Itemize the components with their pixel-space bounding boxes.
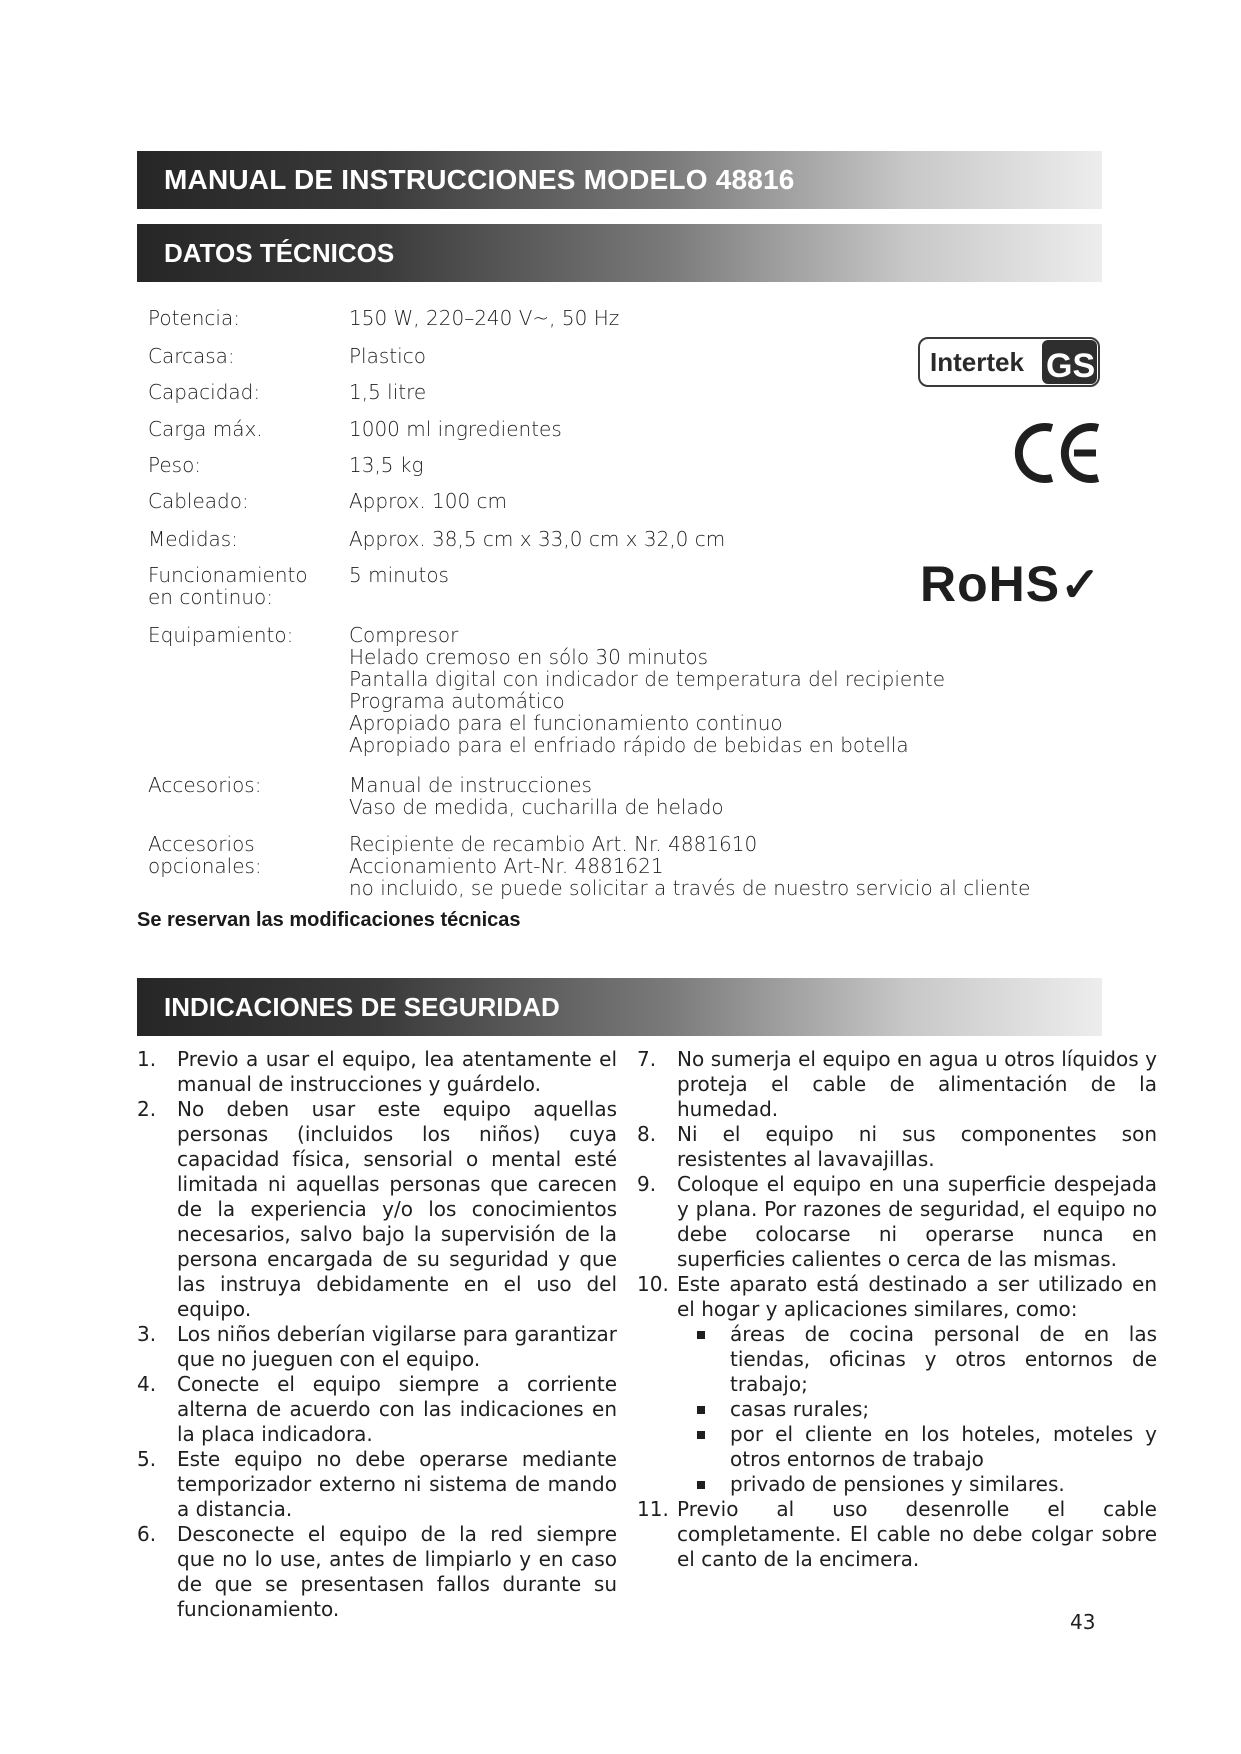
safety-heading: INDICACIONES DE SEGURIDAD: [137, 978, 1102, 1036]
list-item: 11. Previo al uso desenrolle el cable completamente. El cable no debe colgar sobre el canto de la encimera.: [637, 1497, 1157, 1571]
bullet-item: casas rurales;: [637, 1397, 1157, 1422]
spec-value: Compresor Helado cremoso en sólo 30 minutos Pantalla digital con indicador de temperatura del recipiente Programa automático Apropiado para el funcionamiento continuo Apropiado para el enfriado rápido de bebidas en botella: [349, 623, 946, 757]
spec-value: Recipiente de recambio Art. Nr. 4881610 Accionamiento Art-Nr. 4881621 no incluido, se puede solicitar a través de nuestro servicio al cliente: [349, 832, 1031, 900]
gs-text: GS: [1046, 347, 1096, 385]
intertek-gs-logo: [918, 333, 1102, 391]
spec-value: Approx. 100 cm: [349, 489, 508, 513]
spec-label: Cableado:: [148, 489, 249, 513]
spec-value: 150 W, 220–240 V~, 50 Hz: [349, 306, 620, 330]
list-item: 7. No sumerja el equipo en agua u otros líquidos y proteja el cable de alimentación de la humedad.: [637, 1047, 1157, 1121]
spec-value: 1000 ml ingredientes: [349, 417, 562, 441]
list-item: 6. Desconecte el equipo de la red siempre que no lo use, antes de limpiarlo y en caso de que se presentasen fallos durante su funcionamiento.: [137, 1522, 617, 1621]
spec-value: Plastico: [349, 344, 426, 368]
spec-label: Equipamiento:: [148, 623, 294, 647]
specs-heading: DATOS TÉCNICOS: [137, 224, 1102, 282]
bullet-item: áreas de cocina personal de en las tiendas, oficinas y otros entornos de trabajo;: [637, 1322, 1157, 1397]
spec-value: 13,5 kg: [349, 453, 424, 477]
spec-label: Carcasa:: [148, 344, 235, 368]
intertek-text: Intertek: [930, 347, 1024, 377]
page-number: 43: [1070, 1610, 1096, 1634]
spec-label: Carga máx.: [148, 417, 263, 441]
reserve-note: Se reservan las modificaciones técnicas: [137, 909, 521, 931]
bullet-icon: [697, 1331, 705, 1339]
bullet-icon: [697, 1481, 705, 1489]
spec-label: Medidas:: [148, 527, 238, 551]
safety-list-left: [137, 1047, 617, 1622]
rohs-logo: [920, 554, 1101, 616]
spec-label: Capacidad:: [148, 380, 261, 404]
list-item: 5. Este equipo no debe operarse mediante temporizador externo ni sistema de mando a distancia.: [137, 1447, 617, 1521]
manual-title: MANUAL DE INSTRUCCIONES MODELO 48816: [137, 151, 1102, 209]
bullet-icon: [697, 1406, 705, 1414]
list-item: 10. Este aparato está destinado a ser utilizado en el hogar y aplicaciones similares, como:: [637, 1272, 1157, 1321]
spec-value: 1,5 litre: [349, 380, 427, 404]
list-item: 4. Conecte el equipo siempre a corriente alterna de acuerdo con las indicaciones en la placa indicadora.: [137, 1372, 617, 1446]
spec-label: Potencia:: [148, 306, 240, 330]
spec-label: Accesorios opcionales:: [148, 832, 262, 878]
ce-mark: [1012, 420, 1104, 486]
safety-list-right: [637, 1047, 1157, 1572]
rohs-text: RoHS: [920, 556, 1061, 612]
list-item: 8. Ni el equipo ni sus componentes son resistentes al lavavajillas.: [637, 1122, 1157, 1171]
spec-value: 5 minutos: [349, 563, 449, 587]
spec-label: Accesorios:: [148, 773, 262, 797]
bullet-item: privado de pensiones y similares.: [637, 1472, 1157, 1497]
bullet-icon: [697, 1431, 705, 1439]
spec-label: Funcionamiento en continuo:: [148, 563, 308, 609]
spec-value: Manual de instrucciones Vaso de medida, cucharilla de helado: [349, 773, 724, 819]
list-item: 9. Coloque el equipo en una superficie despejada y plana. Por razones de seguridad, el equipo no debe colocarse ni operarse nunca en superficies calientes o cerca de las mismas.: [637, 1172, 1157, 1271]
check-icon: ✓: [1060, 559, 1102, 612]
spec-label: Peso:: [148, 453, 202, 477]
list-item: 3. Los niños deberían vigilarse para garantizar que no jueguen con el equipo.: [137, 1322, 617, 1371]
list-item: 1. Previo a usar el equipo, lea atentamente el manual de instrucciones y guárdelo.: [137, 1047, 617, 1096]
bullet-item: por el cliente en los hoteles, moteles y otros entornos de trabajo: [637, 1422, 1157, 1472]
spec-value: Approx. 38,5 cm x 33,0 cm x 32,0 cm: [349, 527, 726, 551]
list-item: 2. No deben usar este equipo aquellas personas (incluidos los niños) cuya capacidad física, sensorial o mental esté limitada ni aquellas personas que carecen de la experiencia y/o los conocimientos necesarios, salvo bajo la supervisión de la persona encargada de su seguridad y que las instruya debidamente en el uso del equipo.: [137, 1097, 617, 1321]
